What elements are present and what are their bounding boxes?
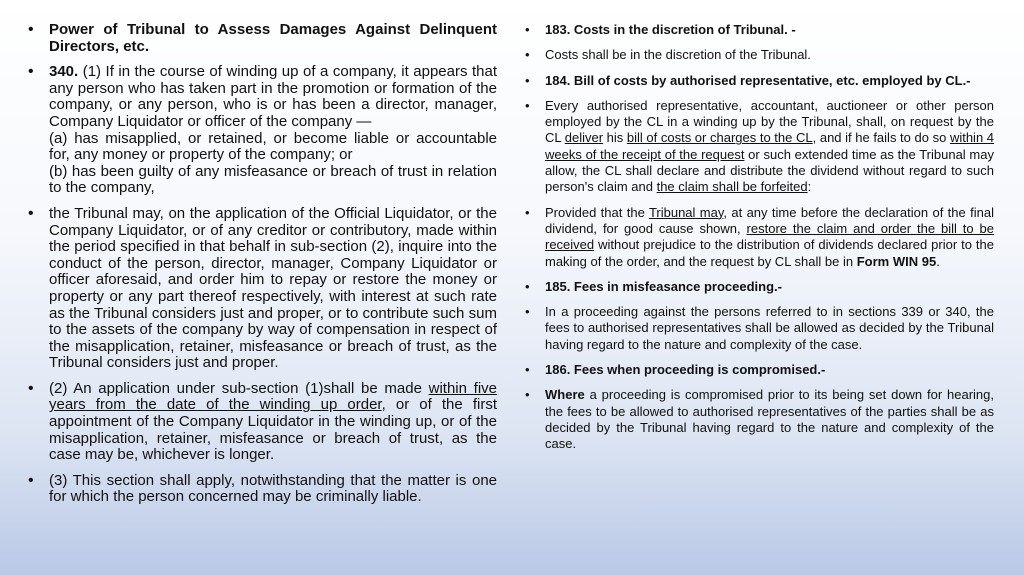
text-184-s1: Every authorised representative, accountant, auctioneer or other person employed by the CL in a winding up by the Tribunal, shall, on request by the CL [545, 97, 994, 146]
right-column [523, 22, 994, 462]
text-184-s2: his [603, 130, 627, 146]
subsection-2-post: , or of the first appointment of the Company Liquidator in the winding up, or of the misapplication, retainer, misfeasance or breach of trust, as the case may be, whichever is longer. [49, 396, 498, 464]
bullet-heading-power-of-tribunal [26, 22, 497, 55]
text-184-u3: within 4 weeks of the receipt of the request [545, 130, 995, 162]
section-number-340: 340. [49, 63, 79, 81]
bullet-subsection-3 [26, 473, 497, 506]
proviso-s2: , at any time before the declaration of the final dividend, for good cause shown, [545, 204, 994, 236]
text-184-s5: : [807, 179, 812, 195]
left-bullet-list [26, 22, 497, 506]
right-bullet-list [523, 22, 994, 453]
proviso-u1: Tribunal may [648, 204, 724, 220]
bullet-heading-186 [523, 362, 994, 378]
bullet-section-340 [26, 64, 497, 197]
subsection-2-pre: (2) An application under sub-section (1)shall be made [49, 379, 429, 397]
bullet-text-183 [523, 47, 994, 63]
bullet-tribunal-may [26, 206, 497, 372]
bullet-heading-183 [523, 22, 994, 38]
heading-183: 183. Costs in the discretion of Tribunal. - [545, 22, 796, 37]
bullet-text-185 [523, 304, 994, 353]
text-184-u2: bill of costs or charges to the CL [626, 130, 813, 146]
bullet-text-186 [523, 387, 994, 452]
bullet-subsection-2 [26, 381, 497, 464]
text-185: In a proceeding against the persons referred to in sections 339 or 340, the fees to authorised representatives shall be allowed as decided by the Tribunal having regard to the nature and complexity of the case. [545, 304, 994, 352]
clause-b-text: (b) has been guilty of any misfeasance or breach of trust in relation to the company, [49, 162, 497, 197]
text-186-rest: a proceeding is compromised prior to its being set down for hearing, the fees to be allowed to authorised representatives of the parties shall be as decided by the Tribunal having regard to the nature and complexity of the case. [545, 387, 994, 452]
heading-185: 185. Fees in misfeasance proceeding.- [545, 278, 782, 294]
form-win-95: Form WIN 95 [856, 253, 937, 269]
proviso-s3: without prejudice to the distribution of dividends declared prior to the making of the order, and the request by CL shall be in [545, 237, 994, 269]
proviso-s1: Provided that the [545, 204, 649, 220]
bullet-heading-184 [523, 73, 994, 89]
heading-power-of-tribunal: Power of Tribunal to Assess Damages Against Delinquent Directors, etc. [49, 21, 497, 55]
clause-a-text: (a) has misapplied, or retained, or become liable or accountable for, any money or property of the company; or [49, 129, 497, 164]
left-column [26, 22, 497, 515]
text-184-u4: the claim shall be forfeited [656, 179, 808, 195]
text-184-u1: deliver [564, 130, 604, 146]
heading-184: 184. Bill of costs by authorised representative, etc. employed by CL.- [545, 72, 971, 88]
text-184-s4: or such extended time as the Tribunal may allow, the CL shall declare and distribute the dividend without regard to such person's claim and [545, 146, 994, 195]
subsection-3-text: (3) This section shall apply, notwithstanding that the matter is one for which the person concerned may be criminally liable. [49, 471, 497, 506]
heading-186: 186. Fees when proceeding is compromised.- [545, 362, 826, 378]
section-340-text: (1) If in the course of winding up of a company, it appears that any person who has taken part in the promotion or formation of the company, or any person, who is or has been a director, manager, Company Liquidator or officer of the company — [49, 63, 497, 130]
subsection-2-underlined: within five years from the date of the winding up order [49, 379, 497, 414]
proviso-s4: . [936, 253, 940, 269]
bullet-text-184-proviso [523, 205, 994, 270]
bullet-text-184 [523, 98, 994, 196]
text-183: Costs shall be in the discretion of the Tribunal. [545, 47, 811, 63]
tribunal-may-text: the Tribunal may, on the application of the Official Liquidator, or the Company Liquidator, or of any creditor or contributory, made within the period specified in that behalf in sub-section (2), inquire into the conduct of the person, director, manager, Company Liquidator or officer aforesaid, and order him to repay or restore the money or property or any part thereof respectively, with interest at such rate as the Tribunal considers just and proper, or to contribute such sum to the assets of the company by way of compensation in respect of the misapplication, retainer, misfeasance or breach of trust, as the Tribunal considers just and proper. [49, 204, 497, 372]
bullet-heading-185 [523, 279, 994, 295]
proviso-u2: restore the claim and order the bill to be received [545, 220, 994, 253]
text-186-where: Where [545, 387, 585, 403]
text-184-s3: , and if he fails to do so [812, 130, 950, 146]
